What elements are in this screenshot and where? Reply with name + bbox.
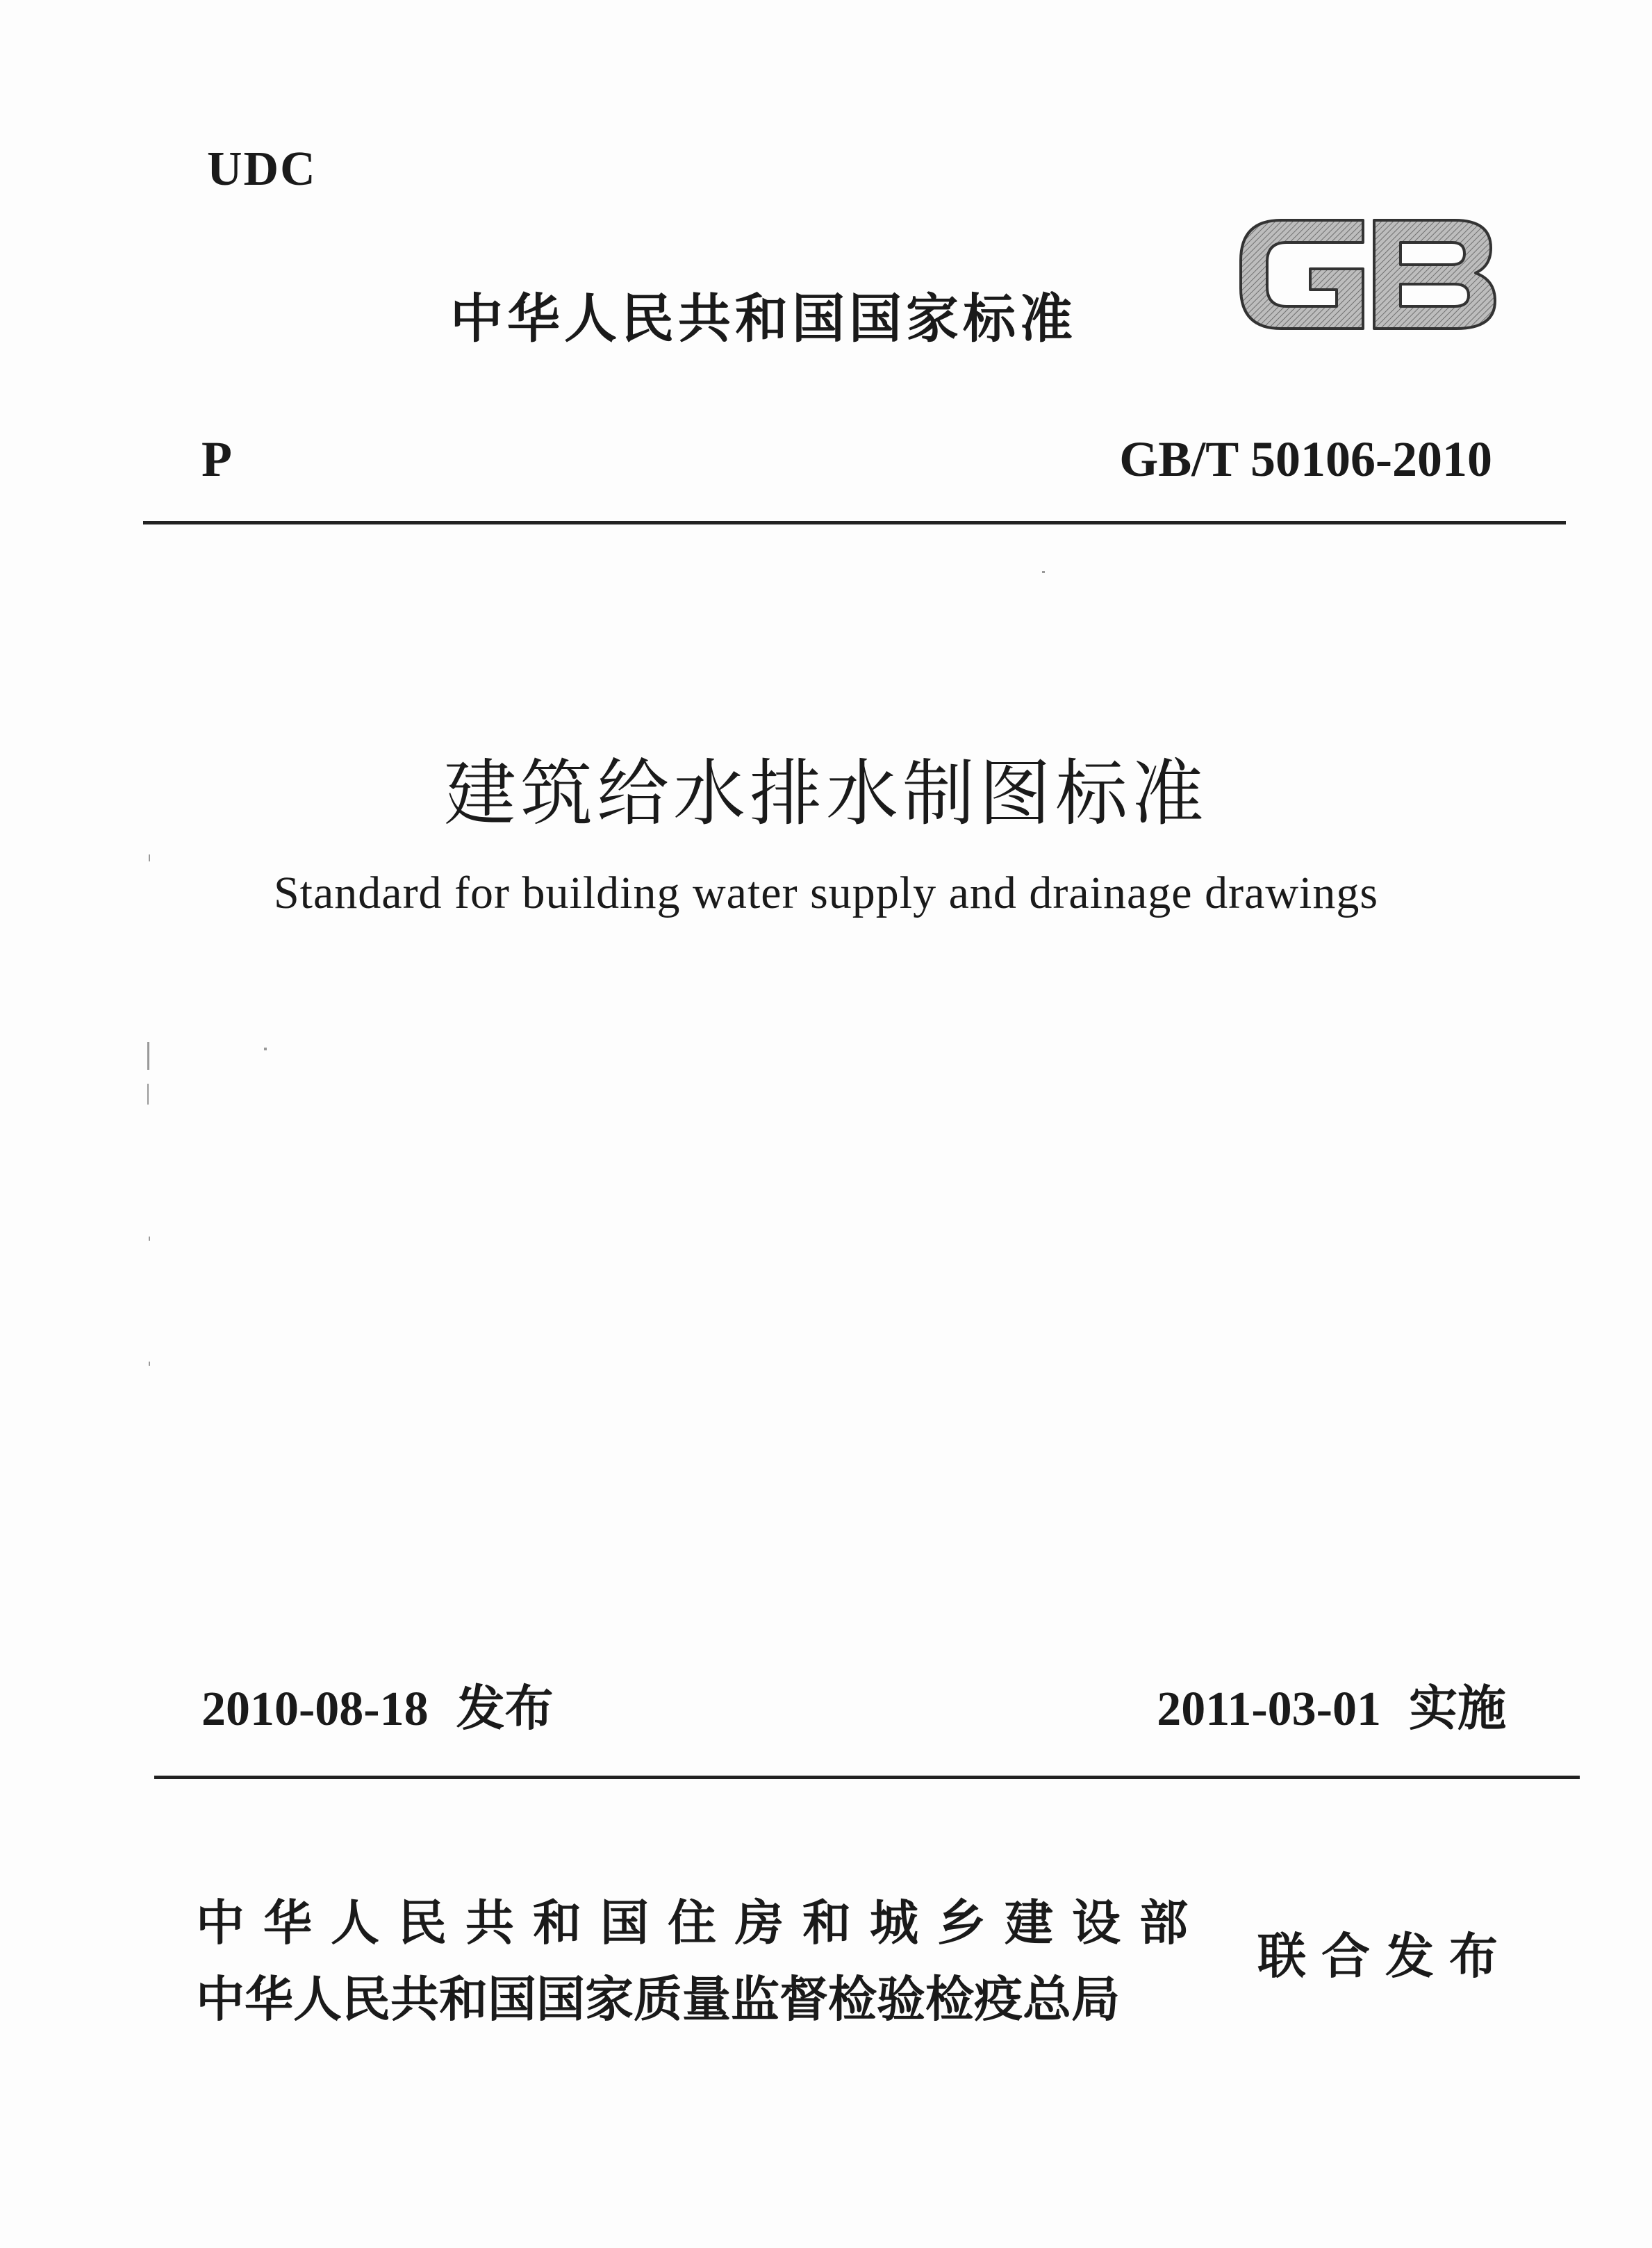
- national-standard-heading: 中华人民共和国国家标准: [450, 288, 1077, 349]
- udc-label: UDC: [207, 142, 317, 196]
- document-title-chinese: 建筑给水排水制图标准: [443, 751, 1208, 836]
- document-title-english: Standard for building water supply and drainage drawings: [273, 868, 1379, 918]
- publish-date-line: [201, 1669, 554, 1739]
- publish-date: 2010-08-18: [201, 1683, 429, 1736]
- gb-logo: [1232, 205, 1503, 344]
- gb-logo-g-glyph: [1241, 220, 1363, 329]
- effective-date: 2011-03-01: [1157, 1683, 1381, 1736]
- effective-label: 实施: [1409, 1680, 1506, 1737]
- standard-number: GB/T 50106-2010: [1119, 431, 1492, 487]
- top-divider: [143, 521, 1566, 524]
- publish-label: 发布: [456, 1680, 554, 1737]
- classification-code: P: [201, 431, 232, 487]
- issuer-aqsiq: 中华人民共和国国家质量监督检验检疫总局: [196, 1971, 1120, 2028]
- gb-logo-b-glyph: [1374, 220, 1495, 329]
- issuer-ministry-housing: 中华人民共和国住房和城乡建设部: [196, 1894, 1207, 1951]
- bottom-divider: [154, 1776, 1580, 1779]
- effective-date-line: [1157, 1669, 1506, 1739]
- joint-issue-label: 联合发布: [1257, 1928, 1513, 1985]
